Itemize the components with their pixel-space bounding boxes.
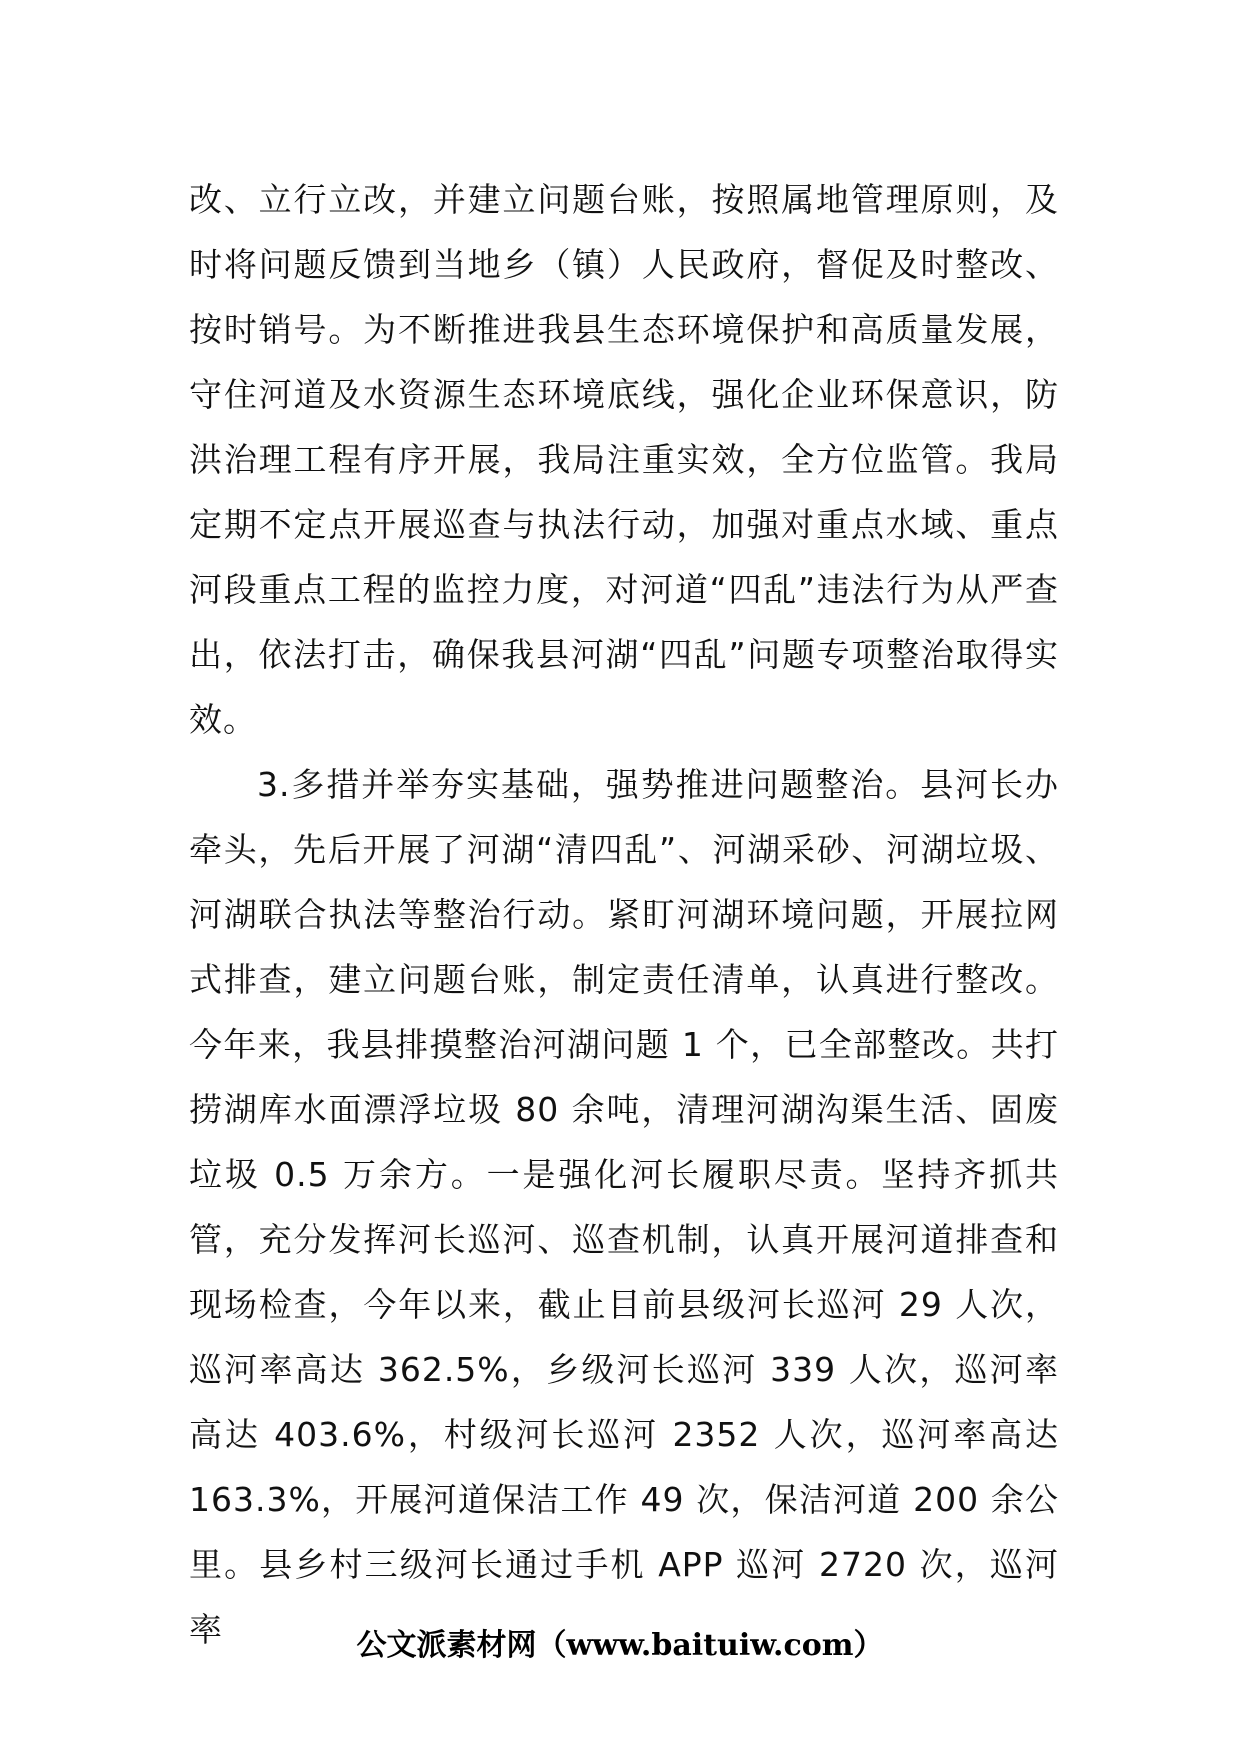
paragraph-2: 3.多措并举夯实基础，强势推进问题整治。县河长办牵头，先后开展了河湖“清四乱”、河湖采砂、河湖垃圾、河湖联合执法等整治行动。紧盯河湖环境问题，开展拉网式排查，建立问题台账，制定责任清单，认真进行整改。今年来，我县排摸整治河湖问题 1 个，已全部整改。共打捞湖库水面漂浮垃圾 80 余吨，清理河湖沟渠生活、固废垃圾 0.5 万余方。一是强化河长履职尽责。坚持齐抓共管，充分发挥河长巡河、巡查机制，认真开展河道排查和现场检查，今年以来，截止目前县级河长巡河 29 人次，巡河率高达 362.5%，乡级河长巡河 339 人次，巡河率高达 403.6%，村级河长巡河 2352 人次，巡河率高达 163.3%，开展河道保洁工作 49 次，保洁河道 200 余公里。县乡村三级河长通过手机 APP 巡河 2720 次，巡河率 (189, 765, 1059, 1649)
paragraph-1: 改、立行立改，并建立问题台账，按照属地管理原则，及时将问题反馈到当地乡（镇）人民政府，督促及时整改、按时销号。为不断推进我县生态环境保护和高质量发展，守住河道及水资源生态环境底线，强化企业环保意识，防洪治理工程有序开展，我局注重实效，全方位监管。我局定期不定点开展巡查与执法行动，加强对重点水域、重点河段重点工程的监控力度，对河道“四乱”违法行为从严查出，依法打击，确保我县河湖“四乱”问题专项整治取得实效。 (189, 180, 1059, 739)
document-body (189, 167, 1059, 1662)
footer-watermark-text: 公文派素材网（www.baituiw.com） (356, 1628, 884, 1663)
